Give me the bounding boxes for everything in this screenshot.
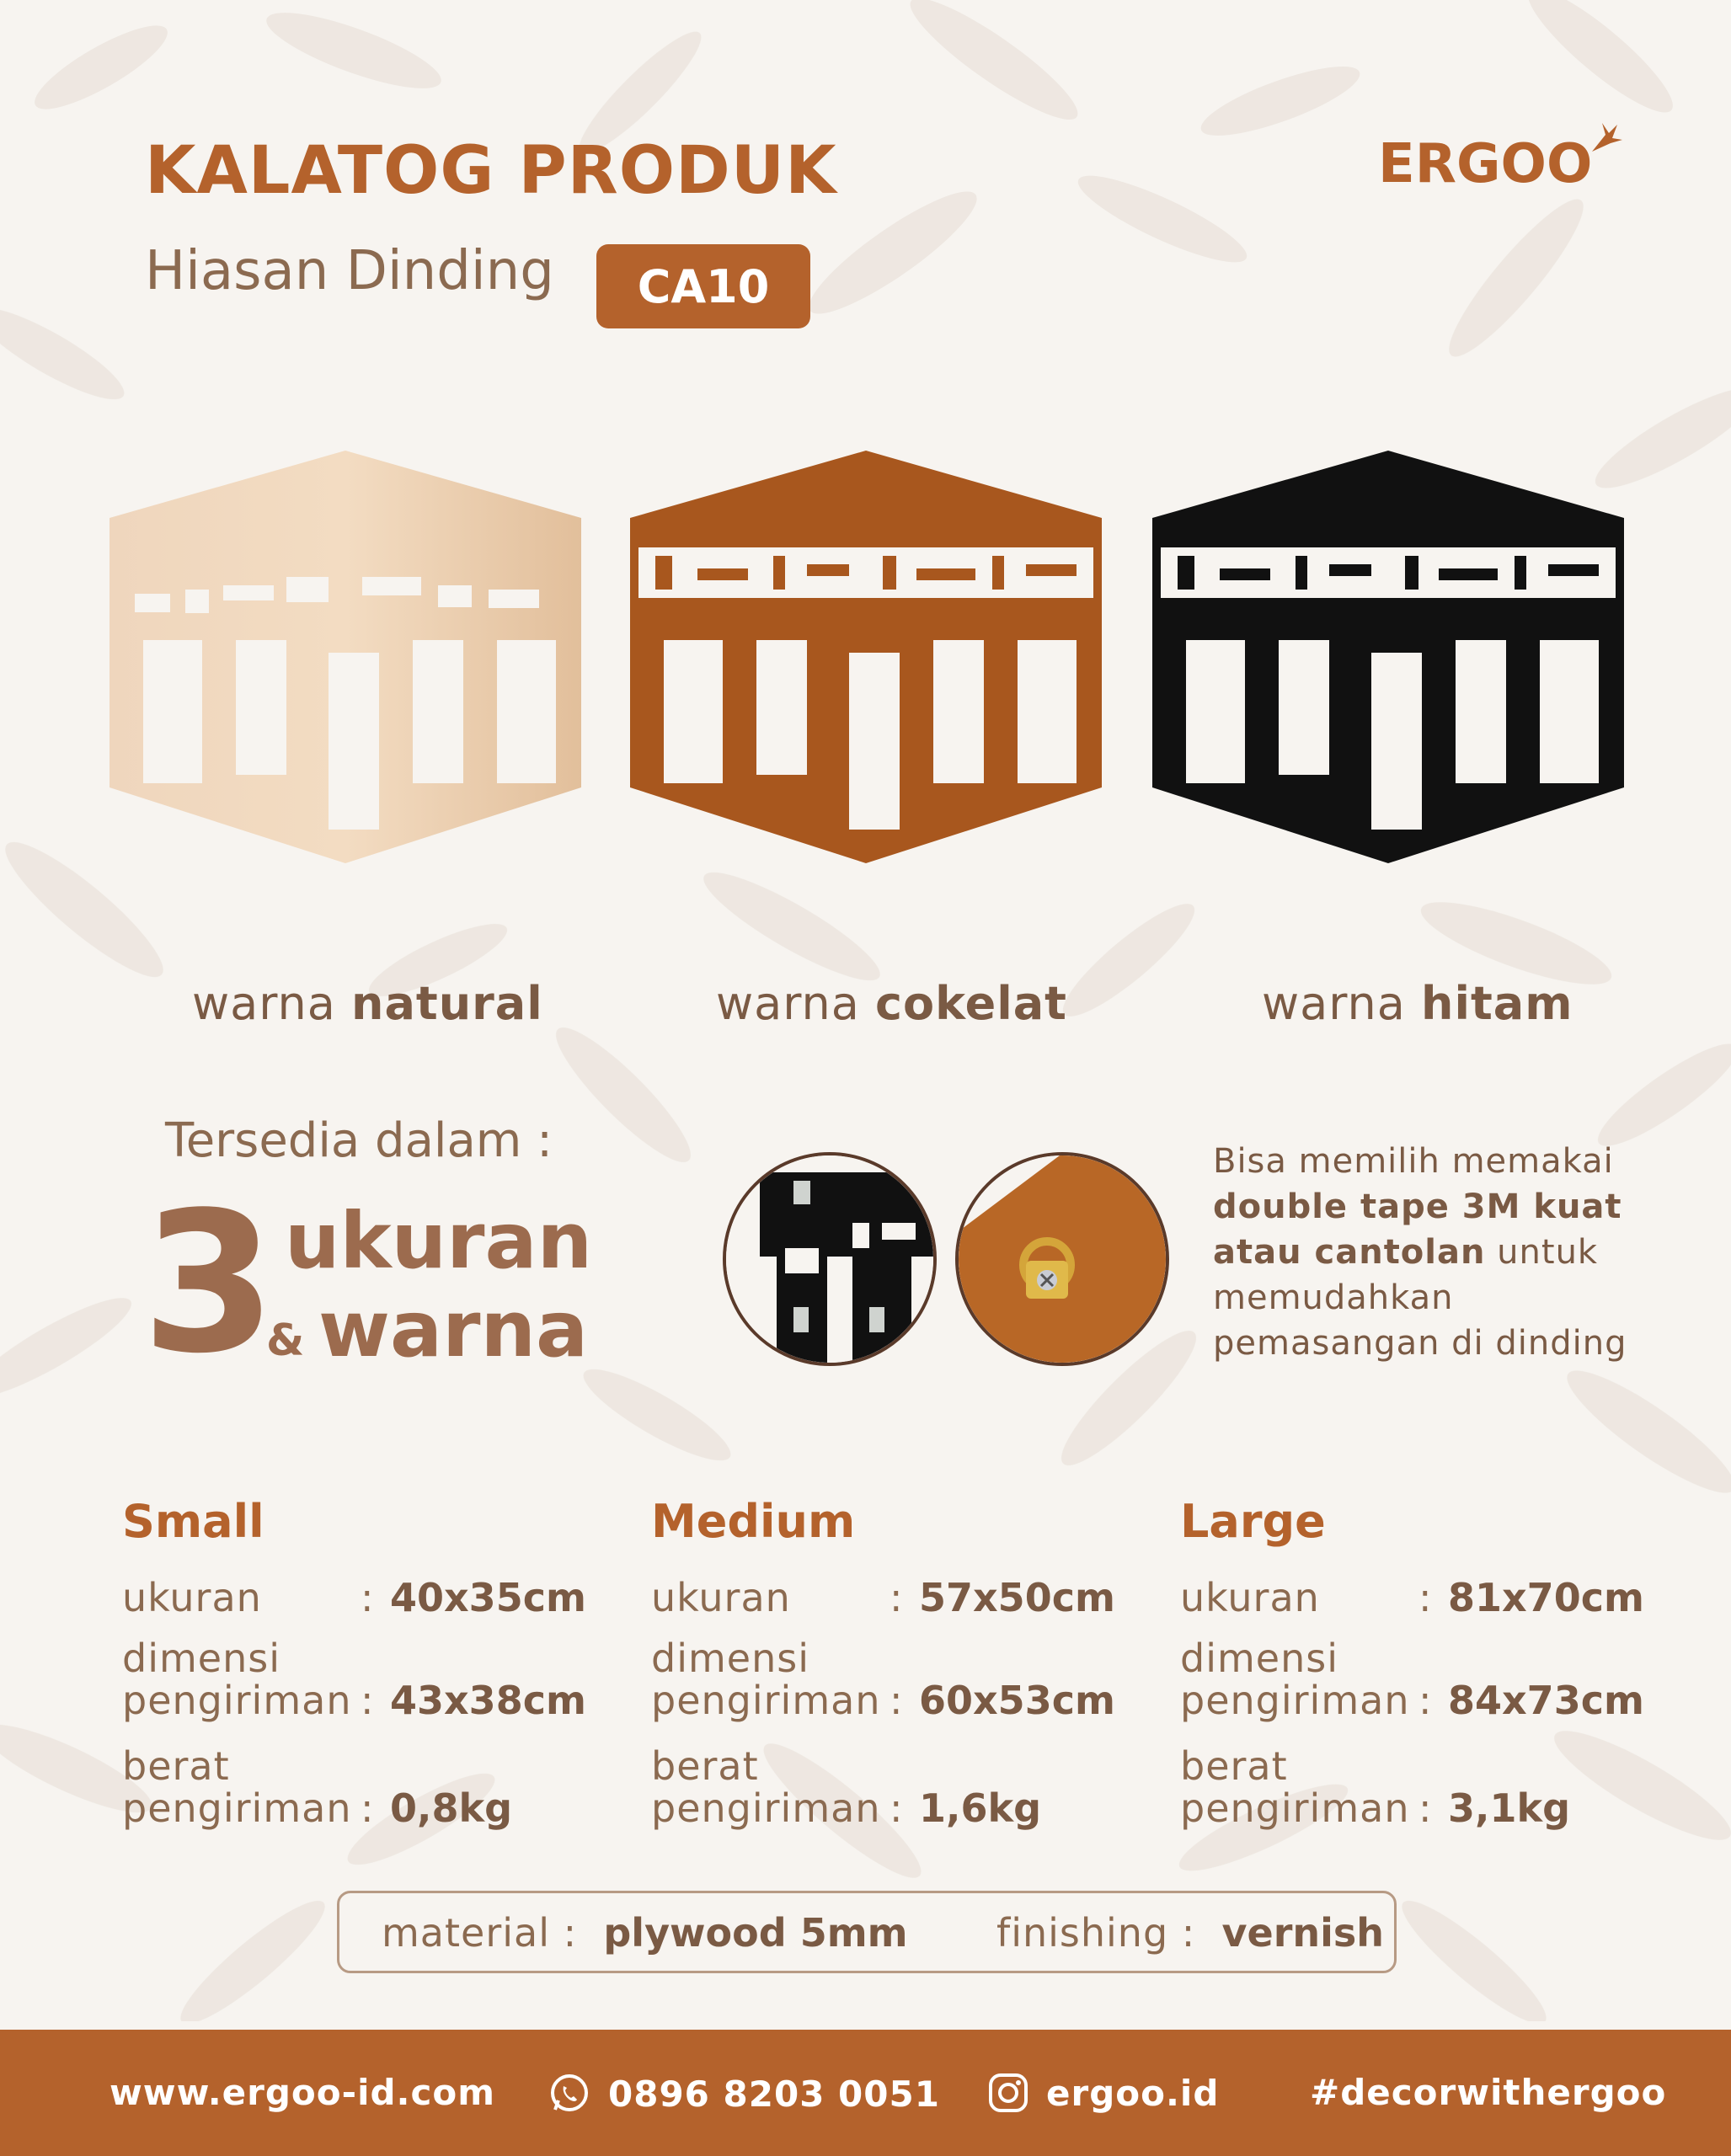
material-info-box <box>337 1891 1397 1973</box>
page-subtitle: Hiasan Dinding <box>145 240 554 302</box>
size-name: Small <box>122 1495 264 1548</box>
color-label-cokelat: warna cokelat <box>716 977 1067 1030</box>
footer-phone[interactable]: 0896 8203 0051 <box>548 2072 940 2116</box>
spec-dimensi: dimensi pengiriman : 43x38cm <box>122 1636 586 1723</box>
finishing-spec: finishing : vernish <box>996 1910 1385 1956</box>
whatsapp-icon <box>548 2072 591 2116</box>
spec-ukuran: ukuran : 81x70cm <box>1180 1575 1644 1620</box>
size-name: Large <box>1180 1495 1326 1548</box>
spec-dimensi: dimensi pengiriman : 84x73cm <box>1180 1636 1644 1723</box>
size-small <box>122 1495 594 1829</box>
spec-ukuran: ukuran : 57x50cm <box>651 1575 1115 1620</box>
mounting-description: Bisa memilih memakai double tape 3M kuat atau cantolan untuk memudahkan pemasangan di dinding <box>1213 1142 1627 1363</box>
availability-title: Tersedia dalam : <box>165 1113 553 1168</box>
hanger-detail-image <box>955 1152 1169 1366</box>
spec-dimensi: dimensi pengiriman : 60x53cm <box>651 1636 1115 1723</box>
spec-berat: berat pengiriman : 3,1kg <box>1180 1743 1571 1831</box>
size-medium <box>651 1495 1123 1829</box>
spec-berat: berat pengiriman : 1,6kg <box>651 1743 1042 1831</box>
material-spec: material : plywood 5mm <box>382 1910 908 1956</box>
double-tape-detail-image <box>723 1152 937 1366</box>
size-large <box>1180 1495 1652 1829</box>
product-image-cokelat <box>630 451 1102 863</box>
product-image-hitam <box>1152 451 1624 863</box>
page-title: KALATOG PRODUK <box>145 133 837 209</box>
instagram-icon <box>987 2072 1029 2114</box>
availability-word-ukuran: ukuran <box>285 1196 593 1286</box>
availability-number: 3 <box>142 1171 277 1396</box>
availability-word-warna: warna <box>318 1284 589 1374</box>
logo-splash-icon <box>1584 118 1626 160</box>
footer-bar <box>0 2030 1731 2156</box>
footer-instagram[interactable]: ergoo.id <box>987 2072 1219 2114</box>
size-name: Medium <box>651 1495 856 1548</box>
color-label-natural: warna natural <box>192 977 543 1030</box>
color-label-hitam: warna hitam <box>1262 977 1573 1030</box>
product-image-natural <box>110 451 581 863</box>
brand-logo: ERGOO <box>1378 133 1593 195</box>
product-code-badge: CA10 <box>596 244 810 328</box>
footer-website[interactable]: www.ergoo-id.com <box>110 2072 496 2113</box>
footer-hashtag[interactable]: #decorwithergoo <box>1310 2072 1667 2113</box>
availability-ampersand: & <box>266 1315 305 1366</box>
spec-ukuran: ukuran : 40x35cm <box>122 1575 586 1620</box>
spec-berat: berat pengiriman : 0,8kg <box>122 1743 513 1831</box>
